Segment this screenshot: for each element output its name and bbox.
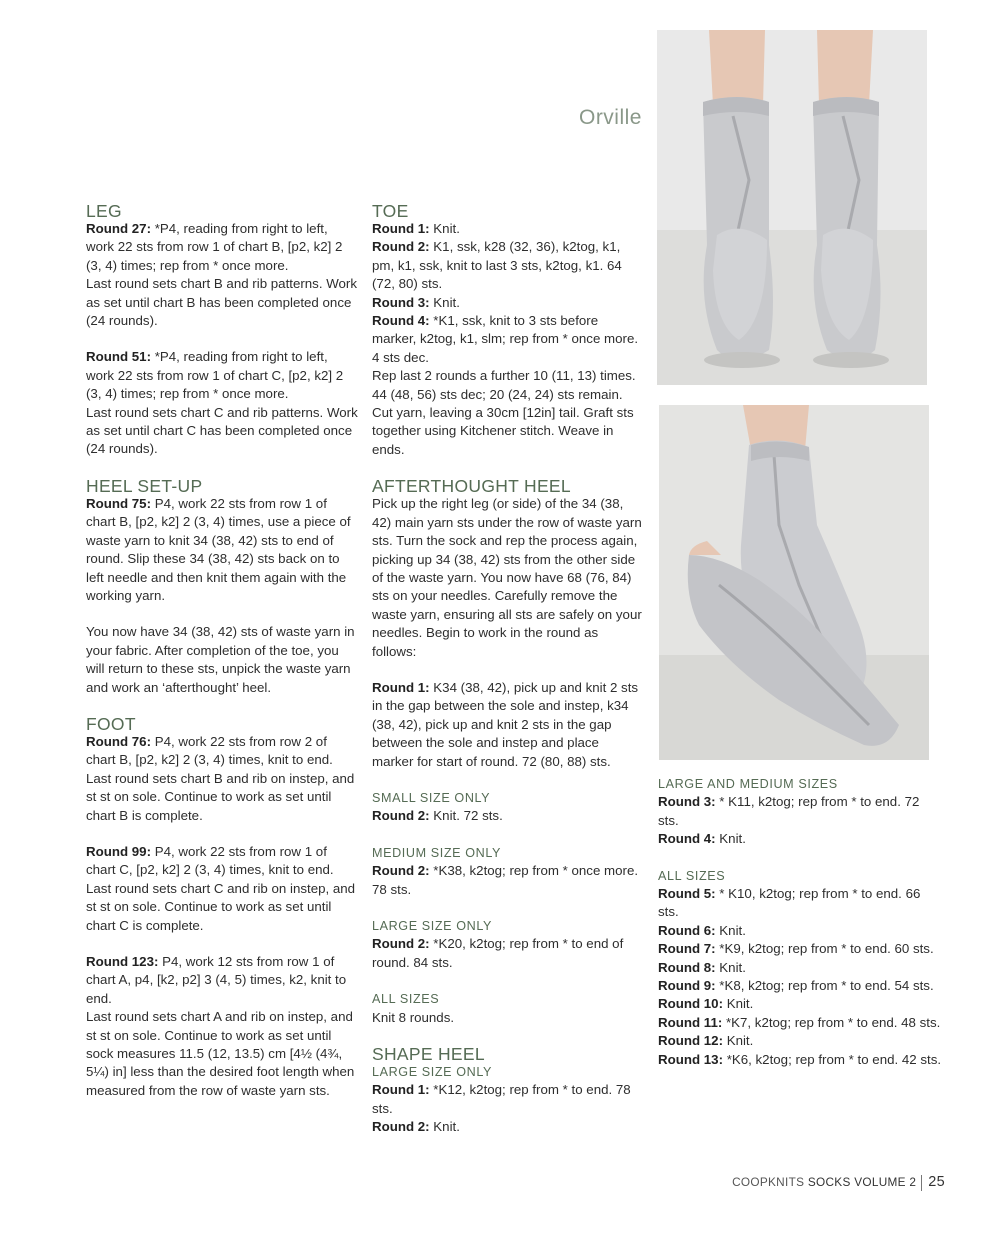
round-label: Round 99: (86, 843, 152, 859)
footer-volume: SOCKS VOLUME 2 (807, 1175, 917, 1189)
column-right (658, 775, 943, 1069)
large-medium-heading: LARGE AND MEDIUM SIZES (658, 777, 838, 791)
toe-round-3 (372, 294, 644, 312)
round-text: Knit. (723, 996, 754, 1012)
all-sizes-round-12 (658, 1032, 943, 1050)
page-footer (600, 1174, 945, 1191)
foot-round-76-note: Last round sets chart B and rib on instep, and st st on sole. Continue to work as set until chart B is complete. (86, 770, 355, 823)
round-text: *K12, k2tog; rep from * to end. 78 sts. (372, 1082, 631, 1116)
column-left (86, 200, 358, 1100)
medium-size-heading: MEDIUM SIZE ONLY (372, 845, 502, 860)
round-label: Round 2: (372, 808, 430, 824)
foot-heading: FOOT (86, 713, 136, 734)
shape-heel-subheading: LARGE SIZE ONLY (372, 1065, 493, 1080)
round-text: Knit. (715, 831, 746, 847)
round-label: Round 2: (372, 863, 430, 879)
foot-round-123 (86, 953, 358, 1008)
round-text: K34 (38, 42), pick up and knit 2 sts in the gap between the sole and instep, k34 (38, 42), pick up and knit 2 sts in the gap between the sole and instep and place marker for start of round. 72 (80, 88) sts. (372, 679, 639, 769)
large-size-round-2 (372, 935, 644, 972)
all-sizes-round-8 (658, 959, 943, 977)
photo-socks-side (659, 405, 929, 760)
pattern-title: Orville (578, 106, 642, 129)
round-text: K1, ssk, k28 (32, 36), k2tog, k1, pm, k1, ssk, knit to last 3 sts, k2tog, k1. 64 (72, 80) sts. (372, 239, 622, 292)
foot-round-76 (86, 733, 358, 770)
round-text: Knit. (715, 922, 746, 938)
round-text: Knit. (723, 1033, 754, 1049)
round-text: *K1, ssk, knit to 3 sts before marker, k2tog, k1, slm; rep from * once more. 4 sts dec. (372, 313, 639, 365)
toe-round-4 (372, 312, 644, 367)
round-text: *K9, k2tog; rep from * to end. 60 sts. (715, 941, 934, 957)
all-sizes-heading-2: ALL SIZES (658, 868, 726, 883)
round-label: Round 75: (86, 495, 152, 511)
heel-setup-heading: HEEL SET-UP (86, 475, 203, 496)
round-label: Round 2: (372, 1119, 430, 1135)
round-label: Round 51: (86, 349, 152, 365)
footer-brand: COOPKNITS (732, 1175, 805, 1189)
small-size-round-2 (372, 807, 644, 825)
shape-heel-round-1 (372, 1081, 644, 1118)
round-label: Round 8: (658, 959, 716, 975)
all-sizes-round-11 (658, 1014, 943, 1032)
afterthought-heel-heading: AFTERTHOUGHT HEEL (372, 476, 571, 497)
medium-size-round-2 (372, 862, 644, 899)
round-text: *K20, k2tog; rep from * to end of round. 84 sts. (372, 936, 624, 970)
column-middle (372, 200, 644, 1137)
round-label: Round 3: (372, 294, 430, 310)
large-size-heading: LARGE SIZE ONLY (372, 919, 493, 933)
round-label: Round 76: (86, 733, 152, 749)
round-text: Knit. (715, 959, 746, 975)
round-label: Round 2: (372, 936, 430, 952)
round-label: Round 11: (658, 1014, 723, 1030)
leg-round-27-note: Last round sets chart B and rib patterns. Work as set until chart B has been completed once (24 rounds). (86, 276, 357, 329)
leg-round-51 (86, 348, 358, 403)
toe-note: Rep last 2 rounds a further 10 (11, 13) times. 44 (48, 56) sts dec; 20 (24, 24) sts remain. Cut yarn, leaving a 30cm [12in] tail. Graft sts together using Kitchener stitch. Weave in ends. (372, 368, 636, 457)
round-label: Round 27: (86, 221, 152, 236)
shape-heel-heading: SHAPE HEEL (372, 1044, 485, 1065)
round-label: Round 2: (372, 239, 430, 255)
round-text: *K8, k2tog; rep from * to end. 54 sts. (715, 978, 934, 994)
round-label: Round 10: (658, 996, 724, 1012)
large-medium-round-4 (658, 830, 943, 848)
foot-round-99-note: Last round sets chart C and rib on instep, and st st on sole. Continue to work as set until chart C is complete. (86, 880, 356, 933)
small-size-heading: SMALL SIZE ONLY (372, 790, 491, 805)
toe-round-2 (372, 238, 644, 293)
round-label: Round 5: (658, 886, 716, 902)
round-label: Round 13: (658, 1051, 724, 1067)
round-text: P4, work 22 sts from row 2 of chart B, [p2, k2] 2 (3, 4) times, knit to end. (86, 733, 333, 768)
round-label: Round 3: (658, 794, 716, 810)
round-label: Round 4: (372, 313, 430, 329)
round-text: *K6, k2tog; rep from * to end. 42 sts. (723, 1051, 942, 1067)
photo-socks-back (657, 30, 927, 385)
foot-round-99 (86, 843, 358, 880)
toe-round-1 (372, 220, 644, 238)
round-text: *P4, reading from right to left, work 22 sts from row 1 of chart C, [p2, k2] 2 (3, 4) times; rep from * once more. (86, 349, 344, 402)
round-text: *K7, k2tog; rep from * to end. 48 sts. (722, 1014, 941, 1030)
all-sizes-round-13 (658, 1051, 943, 1069)
round-text: * K10, k2tog; rep from * to end. 66 sts. (658, 886, 921, 920)
socks-side-illustration (659, 405, 929, 760)
round-label: Round 4: (658, 831, 716, 847)
round-label: Round 6: (658, 922, 716, 938)
toe-heading: TOE (372, 201, 409, 221)
round-text: P4, work 22 sts from row 1 of chart C, [p2, k2] 2 (3, 4) times, knit to end. (86, 843, 334, 878)
all-sizes-round-9 (658, 977, 943, 995)
large-medium-round-3 (658, 793, 943, 830)
round-text: Knit. (429, 221, 460, 236)
foot-round-123-note: Last round sets chart A and rib on instep, and st st on sole. Continue to work as set until sock measures 11.5 (12, 13.5) cm [4½ (4¾, 5¼) in] less than the desired foot length when measured from the row of waste yarn sts. (86, 1009, 355, 1098)
round-label: Round 123: (86, 954, 159, 969)
socks-back-illustration (657, 30, 927, 385)
footer-divider (921, 1175, 922, 1191)
round-label: Round 7: (658, 941, 716, 957)
heel-setup-round-75 (86, 495, 358, 605)
round-text: Knit. 72 sts. (429, 808, 503, 824)
leg-heading: LEG (86, 201, 122, 221)
all-sizes-round-10 (658, 995, 943, 1013)
round-label: Round 12: (658, 1033, 724, 1049)
round-text: * K11, k2tog; rep from * to end. 72 sts. (658, 794, 920, 828)
round-label: Round 1: (372, 221, 430, 236)
all-sizes-text: Knit 8 rounds. (372, 1009, 455, 1025)
round-text: Knit. (429, 1119, 460, 1135)
afterthought-heel-intro: Pick up the right leg (or side) of the 34 (38, 42) main yarn sts under the row of waste yarn sts. Turn the sock and rep the process again, picking up 34 (38, 42) sts from the other side of the waste yarn. You now have 68 (76, 84) sts on your needles. Carefully remove the waste yarn, ensuring all sts are safely on your needles. Begin to work in the round as follows: (372, 496, 642, 659)
all-sizes-round-6 (658, 922, 943, 940)
all-sizes-round-5 (658, 885, 943, 922)
round-text: P4, work 22 sts from row 1 of chart B, [p2, k2] 2 (3, 4) times, use a piece of waste yarn to knit 34 (38, 42) sts to end of round. Slip these 34 (38, 42) sts back on to left needle and then knit them again with the working yarn. (86, 495, 351, 603)
round-label: Round 1: (372, 679, 430, 695)
afterthought-heel-round-1 (372, 679, 644, 771)
round-label: Round 9: (658, 978, 716, 994)
shape-heel-round-2 (372, 1118, 644, 1136)
round-text: P4, work 12 sts from row 1 of chart A, p4, [k2, p2] 3 (4, 5) times, k2, knit to end. (86, 954, 347, 1006)
page-number: 25 (928, 1174, 945, 1190)
heel-setup-note: You now have 34 (38, 42) sts of waste yarn in your fabric. After completion of the toe, you will return to these sts, unpick the waste yarn and work an ‘afterthought’ heel. (86, 624, 355, 695)
leg-round-27 (86, 220, 358, 275)
round-text: *P4, reading from right to left, work 22 sts from row 1 of chart B, [p2, k2] 2 (3, 4) times; rep from * once more. (86, 221, 343, 273)
round-label: Round 1: (372, 1082, 430, 1098)
leg-round-51-note: Last round sets chart C and rib patterns. Work as set until chart C has been completed once (24 rounds). (86, 404, 358, 457)
all-sizes-heading: ALL SIZES (372, 992, 440, 1007)
round-text: *K38, k2tog; rep from * once more. 78 sts. (372, 863, 639, 897)
all-sizes-round-7 (658, 940, 943, 958)
round-text: Knit. (429, 294, 460, 310)
